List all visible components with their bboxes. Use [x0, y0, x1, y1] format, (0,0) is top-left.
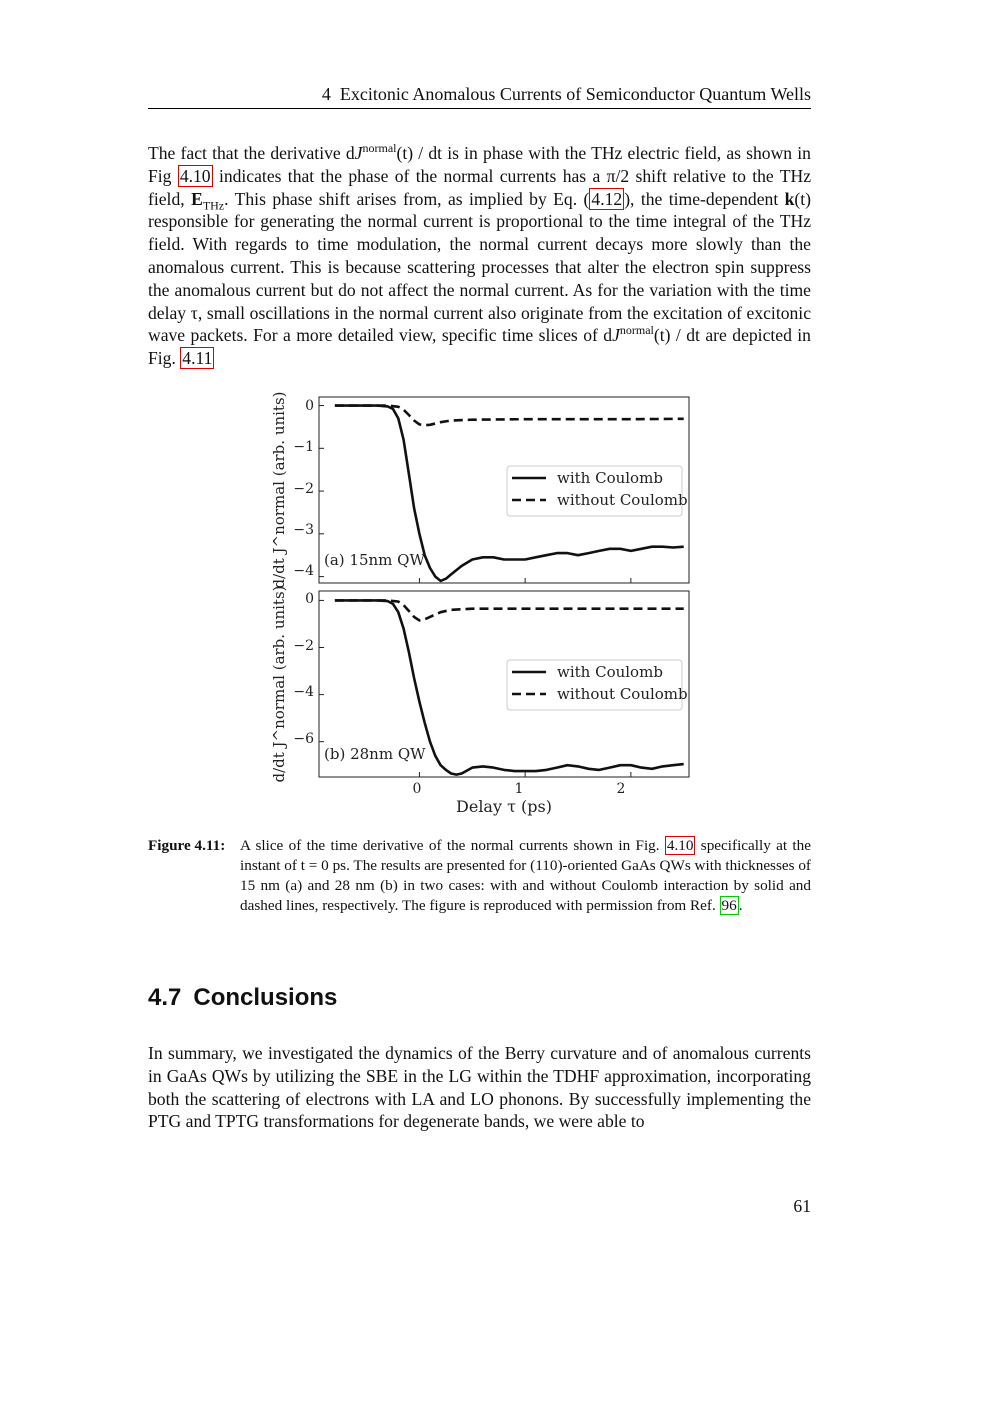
- panel-b-label: (b) 28nm QW: [324, 745, 426, 763]
- legend-with-coulomb: with Coulomb: [557, 469, 663, 487]
- figure-ref-4-11[interactable]: 4.11: [182, 348, 213, 369]
- figure-plot: [258, 392, 703, 820]
- running-header: [148, 82, 811, 109]
- section-number: 4.7: [148, 984, 182, 1011]
- panel-b-ytick: 0: [305, 591, 314, 607]
- chapter-number: 4: [321, 84, 331, 104]
- xtick: 0: [412, 781, 422, 797]
- legend-without-coulomb: without Coulomb: [557, 685, 688, 703]
- panel-b-ytick: −2: [293, 638, 314, 654]
- legend-without-coulomb: without Coulomb: [557, 491, 688, 509]
- caption-label: Figure 4.11:: [148, 837, 226, 854]
- figure-ref-4-10[interactable]: 4.10: [179, 165, 211, 186]
- panel-b-y-axis-label: d/dt J^normal (arb. units): [270, 585, 288, 783]
- figure-4-11: [258, 392, 703, 820]
- xtick: 1: [514, 781, 524, 797]
- panel-a-ytick: −2: [293, 481, 314, 497]
- panel-b-ytick: −6: [293, 731, 314, 747]
- panel-a-ytick: −3: [293, 522, 314, 538]
- panel-a-ytick: 0: [305, 398, 314, 414]
- body-paragraph-2: In summary, we investigated the dynamics of the Berry curvature and of anomalous currents in GaAs QWs by utilizing the SBE in the LG within the TDHF approximation, incorporating both the scattering of electrons with LA and LO phonons. By successfully implementing the PTG and TPTG transformations for degenerate bands, we were able to: [148, 1043, 811, 1132]
- figure-ref-4-10[interactable]: 4.10: [666, 837, 694, 854]
- panel-b-ytick: −4: [293, 684, 314, 700]
- caption-text: A slice of the time derivative of the normal currents shown in Fig. 4.10 specifically at the instant of t = 0 ps. The results are presented for (110)-oriented GaAs QWs with thicknesses of 15 nm (a) and 28 nm (b) in two cases: with and without Coulomb interaction by solid and dashed lines, respectively. The figure is reproduced with permission from Ref. 96 .: [240, 837, 811, 914]
- x-axis-label: Delay τ (ps): [456, 797, 552, 816]
- panel-a-ytick: −1: [293, 439, 314, 455]
- body-paragraph-1: The fact that the derivative $dJ^{normal}(t)$ / dt is in phase with the THz electric field, as shown in Fig 4.10 indicates that the phase of the normal currents has a π/2 shift relative to the THz field, $E_{THz}$. This phase shift arises from, as implied by Eq. ( 4.12 ), the time-dependent k(t) responsible for generating the normal current is proportional to the time integral of the THz field. With regards to time modulation, the normal current decays more slowly than the anomalous current. This is because scattering processes that alter the electron spin suppress the anomalous current but do not affect the normal current. As for the variation with the time delay τ, small oscillations in the normal current also originate from the excitation of excitonic wave packets. For a more detailed view, specific time slices of $dJ^{normal}(t)$ / dt are depicted in Fig. 4.11: [148, 141, 812, 369]
- panel-a-ytick: −4: [293, 563, 314, 579]
- chapter-title: Excitonic Anomalous Currents of Semiconductor Quantum Wells: [339, 84, 811, 104]
- legend-with-coulomb: with Coulomb: [557, 663, 663, 681]
- citation-96[interactable]: 96: [721, 897, 737, 914]
- panel-a-label: (a) 15nm QW: [324, 551, 425, 569]
- section-title: Conclusions: [193, 984, 338, 1011]
- section-heading: [148, 984, 337, 1012]
- equation-ref-4-12[interactable]: 4.12: [591, 188, 623, 209]
- figure-caption: [148, 836, 811, 916]
- xtick: 2: [616, 781, 626, 797]
- panel-b-series-without-coulomb: [335, 600, 684, 620]
- panel-a-y-axis-label: d/dt J^normal (arb. units): [270, 392, 288, 589]
- page-number: 61: [793, 1196, 811, 1216]
- panel-a-series-without-coulomb: [335, 406, 684, 426]
